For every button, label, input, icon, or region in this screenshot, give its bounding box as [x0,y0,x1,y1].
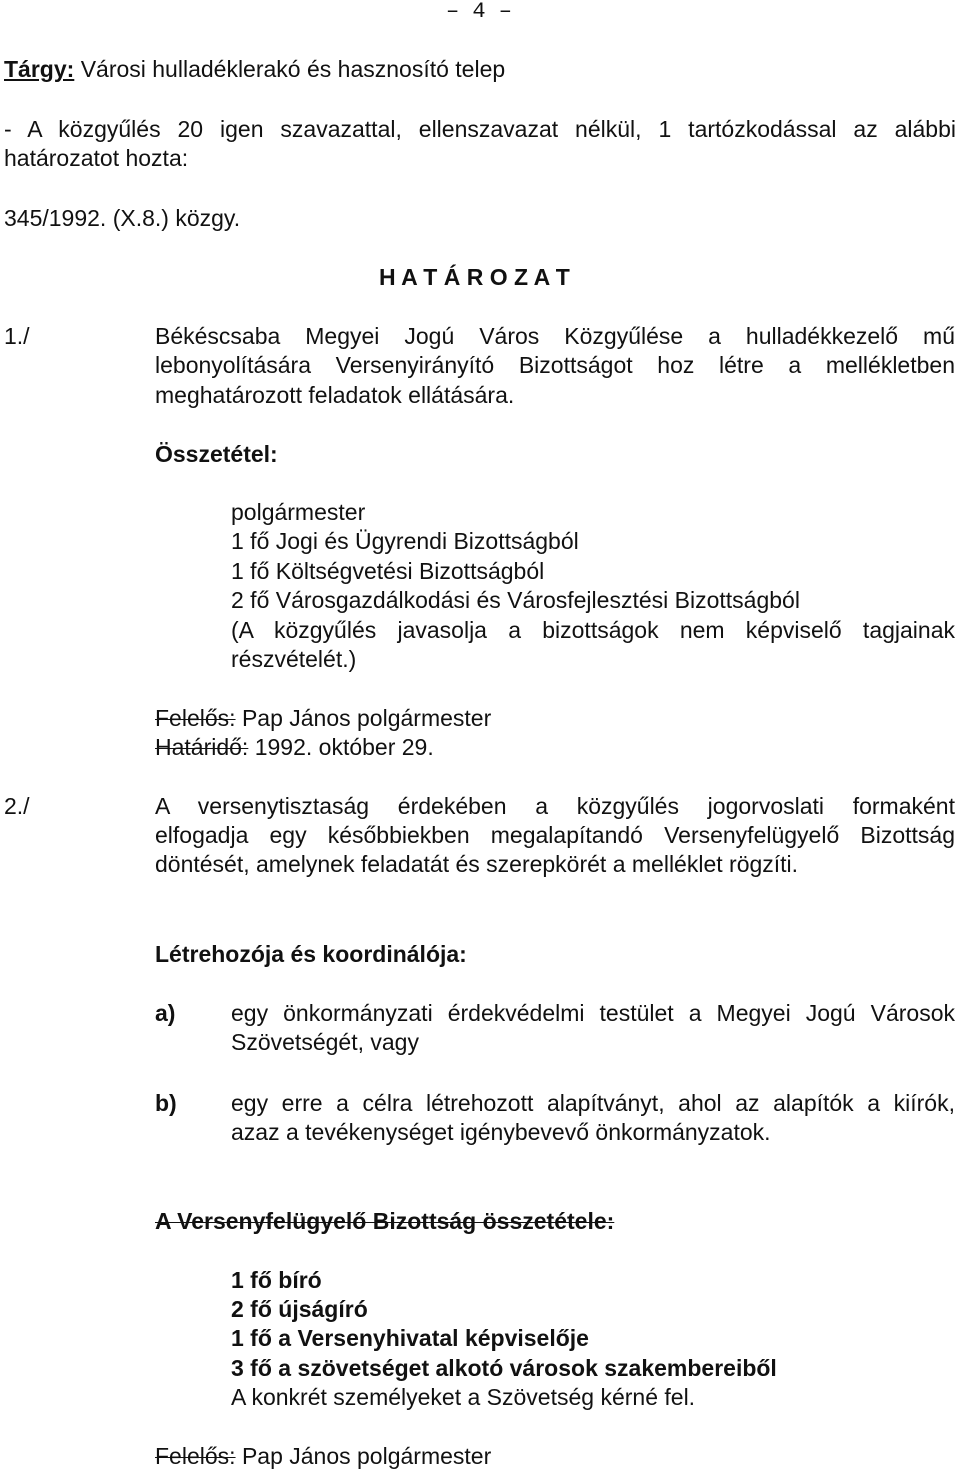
deadline-line [155,736,434,759]
committee-responsible-name: Pap János polgármester [241,1443,492,1469]
responsible-line [155,707,491,730]
item-1-line-2: lebonyolítására Versenyirányító Bizottságot hoz létre a mellékletben [155,352,955,378]
member-note-line-1: (A közgyűlés javasolja a bizottságok nem képviselő tagjainak [231,617,955,643]
deadline-value: 1992. október 29. [254,734,434,760]
item-1-line-3: meghatározott feladatok ellátására. [155,382,515,408]
item-2-line-2: elfogadja egy későbbiekben megalapítandó Versenyfelügyelő Bizottság [155,822,955,848]
intro-line-2: határozatot hozta: [4,145,189,171]
responsible-name: Pap János polgármester [241,705,492,731]
item-2-line-1: A versenytisztaság érdekében a közgyűlés jogorvoslati formaként [155,793,955,819]
resolution-number: 345/1992. (X.8.) közgy. [4,205,241,231]
committee-note: A konkrét személyeket a Szövetség kérné fel. [231,1384,696,1410]
option-marker-b: b) [155,1090,177,1116]
option-b-line-1: egy erre a célra létrehozott alapítványt, ahol az alapítók a kiírók, [231,1090,955,1116]
committee-member: 2 fő újságíró [231,1296,368,1322]
creator-heading: Létrehozója és koordinálója: [155,941,467,967]
option-b-line-2: azaz a tevékenységet igénybevevő önkormányzatok. [231,1119,771,1145]
deadline-label: Határidő: [155,734,249,760]
item-2-number: 2./ [4,793,30,819]
committee-member: 1 fő a Versenyhivatal képviselője [231,1325,589,1351]
subject-line [4,58,505,81]
responsible-label: Felelős: [155,705,236,731]
intro-line-1: - A közgyűlés 20 igen szavazattal, ellenszavazat nélkül, 1 tartózkodással az alábbi [4,116,956,142]
member-item: 1 fő Jogi és Ügyrendi Bizottságból [231,528,579,554]
member-note-line-2: részvételét.) [231,646,357,672]
committee-heading: A Versenyfelügyelő Bizottság összetétele: [155,1208,615,1234]
item-1-number: 1./ [4,323,30,349]
option-a-line-2: Szövetségét, vagy [231,1029,419,1055]
member-item: 1 fő Költségvetési Bizottságból [231,558,545,584]
committee-responsible-line [155,1445,491,1468]
committee-member: 3 fő a szövetséget alkotó városok szakembereiből [231,1355,777,1381]
page-number: – 4 – [446,0,513,24]
subject-label: Tárgy: [4,56,75,82]
member-item: polgármester [231,499,366,525]
subject-text: Városi hulladéklerakó és hasznosító telep [80,56,506,82]
option-marker-a: a) [155,1000,176,1026]
resolution-heading: H A T Á R O Z A T [379,264,570,290]
committee-member: 1 fő bíró [231,1267,322,1293]
composition-heading: Összetétel: [155,441,278,467]
item-2-line-3: döntését, amelynek feladatát és szerepkörét a melléklet rögzíti. [155,851,799,877]
committee-responsible-label: Felelős: [155,1443,236,1469]
member-item: 2 fő Városgazdálkodási és Városfejlesztési Bizottságból [231,587,800,613]
item-1-line-1: Békéscsaba Megyei Jogú Város Közgyűlése a hulladékkezelő mű [155,323,955,349]
option-a-line-1: egy önkormányzati érdekvédelmi testület a Megyei Jogú Városok [231,1000,955,1026]
